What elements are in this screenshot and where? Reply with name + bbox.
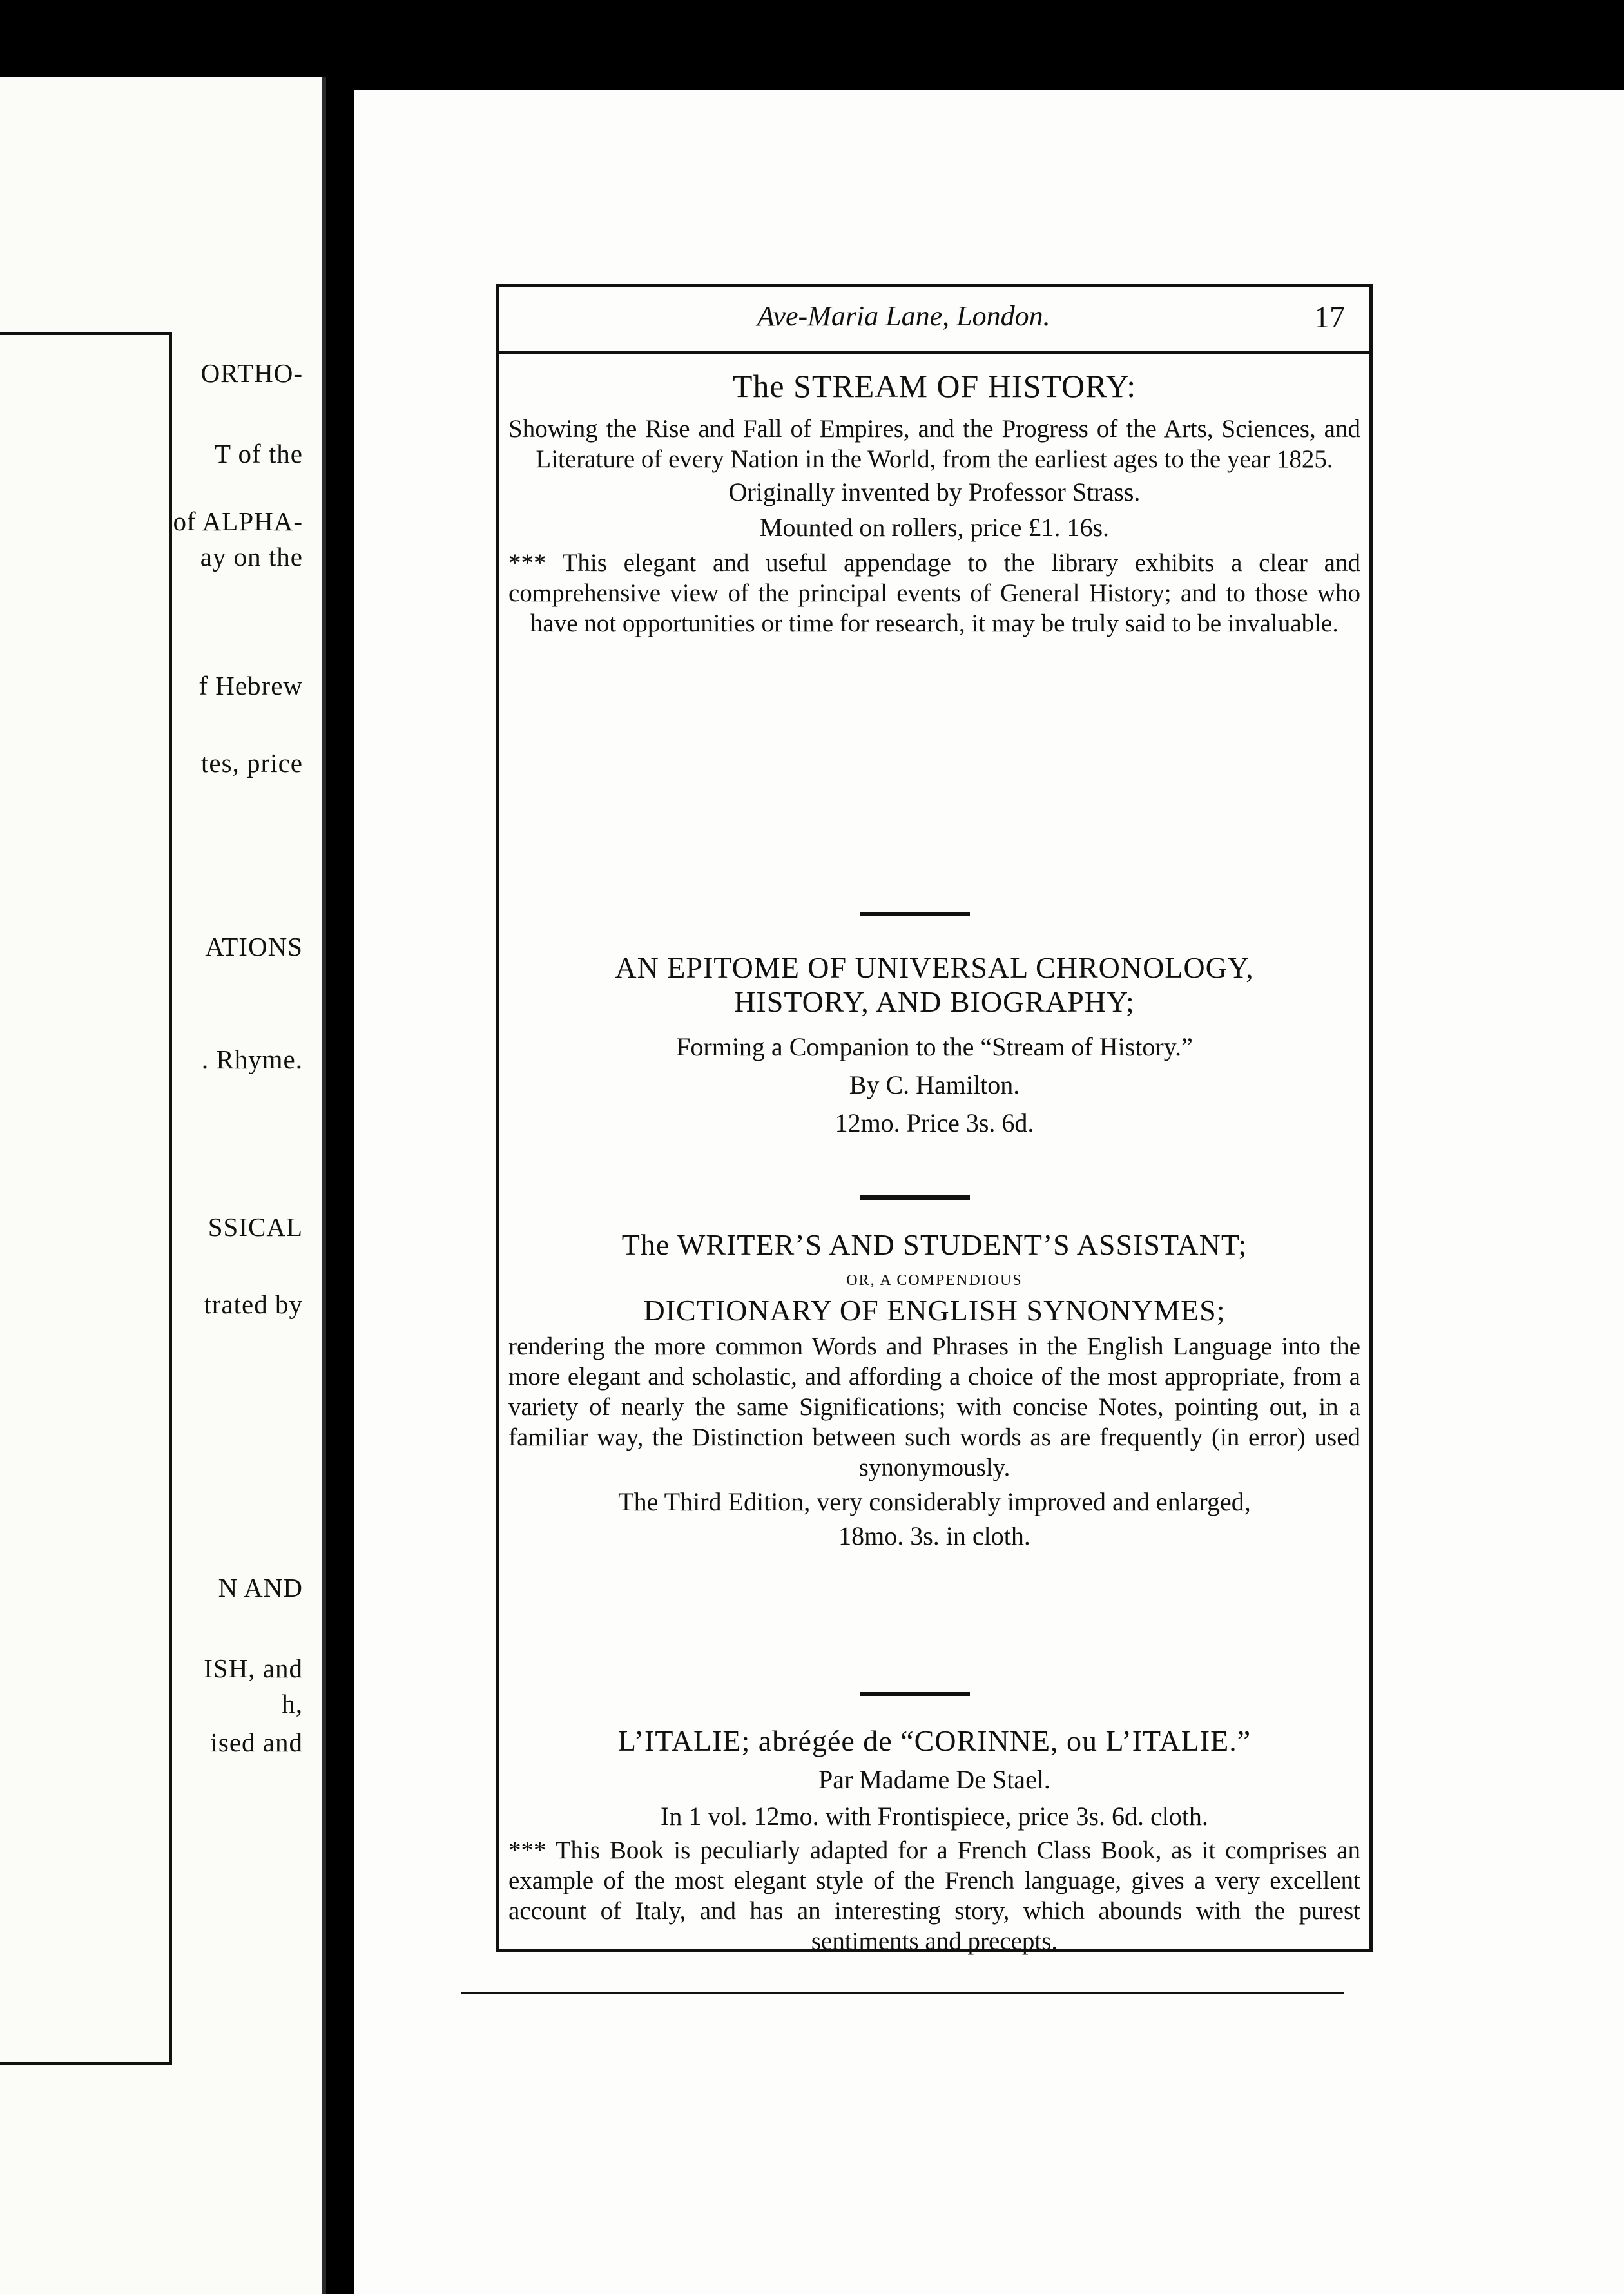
left-line: T of the (214, 439, 303, 468)
left-page-frame (0, 332, 172, 2065)
frame-outer-rule (461, 1992, 1344, 1994)
entry-price: 18mo. 3s. in cloth. (838, 1521, 1030, 1550)
entry-edition: The Third Edition, very considerably improved and enlarged, (618, 1487, 1251, 1516)
entry-price: 12mo. Price 3s. 6d. (835, 1108, 1034, 1137)
entry-subtitle: DICTIONARY OF ENGLISH SYNONYMES; (643, 1294, 1226, 1327)
left-line: h, (282, 1689, 303, 1719)
left-line: of ALPHA- (173, 506, 303, 536)
left-line: ay on the (200, 542, 303, 572)
entry-title: The STREAM OF HISTORY: (732, 368, 1137, 404)
entry-price: In 1 vol. 12mo. with Frontispiece, price 3s. 6d. cloth. (661, 1802, 1208, 1831)
entry-inventor: Originally invented by Professor Strass. (728, 477, 1141, 506)
left-line: trated by (204, 1289, 303, 1319)
entry-title: L’ITALIE; abrégée de “CORINNE, ou L’ITALIE.” (617, 1724, 1252, 1757)
entry-title-line1: AN EPITOME OF UNIVERSAL CHRONOLOGY, (615, 951, 1254, 984)
left-line: SSICAL (208, 1212, 303, 1242)
left-line: . Rhyme. (201, 1045, 303, 1074)
entry-description: rendering the more common Words and Phrases in the English Language into the more elegant and scholastic, and affording a choice of the most appropriate, from a variety of nearly the same Significations; with concise Notes, pointing out, in a familiar way, the Distinction between such words as are frequently (in error) used synonymously. (508, 1333, 1360, 1481)
left-line: ised and (210, 1728, 303, 1757)
page-header (499, 287, 1369, 354)
entry-title: The WRITER’S AND STUDENT’S ASSISTANT; (621, 1228, 1248, 1261)
entry-note: *** This Book is peculiarly adapted for a French Class Book, as it comprises an example of the most elegant style of the French language, gives a very excellent account of Italy, and has an interesting story, which abounds with the purest sentiments and precepts. (508, 1836, 1360, 1955)
running-head: Ave-Maria Lane, London. (757, 300, 1050, 332)
entry-litalie (506, 1724, 1363, 1956)
left-line: ORTHO- (200, 358, 303, 388)
left-line: N AND (218, 1573, 303, 1603)
left-line: tes, price (201, 748, 303, 778)
entry-description: Showing the Rise and Fall of Empires, and the Progress of the Arts, Sciences, and Literature of every Nation in the World, from the earliest ages to the year 1825. (508, 415, 1360, 473)
left-facing-page (0, 77, 326, 2294)
left-line: f Hebrew (198, 671, 303, 700)
right-page (354, 90, 1624, 2294)
section-divider (860, 912, 970, 916)
entry-note: *** This elegant and useful appendage to the library exhibits a clear and comprehensive view of the principal events of General History; and to those who have not opportunities or time for research, it may be truly said to be invaluable. (508, 549, 1360, 637)
entry-title-line2: HISTORY, AND BIOGRAPHY; (734, 985, 1135, 1018)
entry-author: By C. Hamilton. (849, 1070, 1020, 1099)
entry-writers-assistant (506, 1228, 1363, 1551)
section-divider (860, 1195, 970, 1200)
entry-or-line: OR, A COMPENDIOUS (846, 1272, 1023, 1289)
entry-price: Mounted on rollers, price £1. 16s. (759, 513, 1110, 542)
advertisement-frame (496, 284, 1373, 1955)
section-divider (860, 1692, 970, 1696)
left-line: ISH, and (204, 1653, 303, 1683)
entry-subtitle: Forming a Companion to the “Stream of History.” (676, 1032, 1193, 1061)
entry-author: Par Madame De Stael. (818, 1765, 1050, 1794)
entry-epitome (506, 950, 1363, 1138)
page-number: 17 (1314, 300, 1345, 334)
entry-stream-of-history (506, 367, 1363, 639)
left-line: ATIONS (205, 932, 303, 961)
